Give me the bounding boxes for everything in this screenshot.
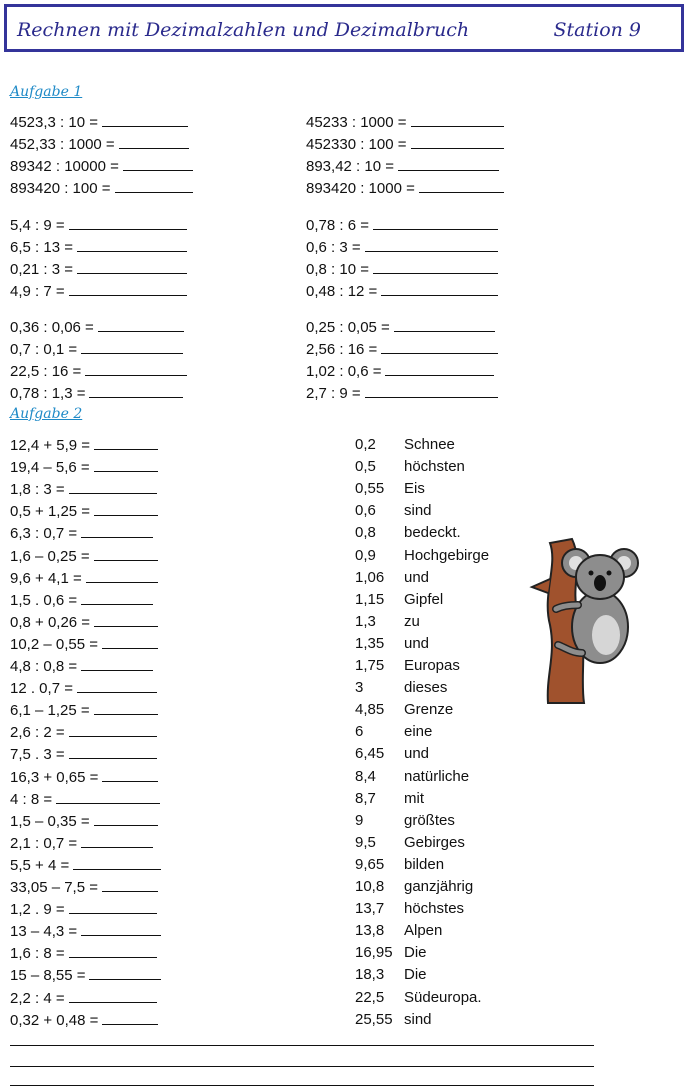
task-item [10,768,158,787]
task-text: 1,8 : 3 = [10,481,65,499]
task-text: 6,3 : 0,7 = [10,525,78,543]
answer-blank[interactable] [119,135,189,149]
answer-blank[interactable] [69,900,157,914]
answer-blank[interactable] [81,340,183,354]
task-right [306,238,498,257]
answer-blank[interactable] [89,384,183,398]
task-item [10,436,158,455]
sentence-answer-line[interactable] [10,1066,594,1067]
task-left [10,318,184,337]
task-text: 33,05 – 7,5 = [10,879,98,896]
key-word: Die [404,966,427,984]
key-word: eine [404,723,433,741]
task-text: 12 . 0,7 = [10,680,73,698]
task-text: 4 : 8 = [10,790,53,808]
key-number: 1,06 [355,568,385,586]
key-word: mit [404,789,424,807]
aufgabe-1-title: Aufgabe 1 [10,84,83,100]
key-word: ganzjährig [404,878,474,895]
task-item [10,790,160,809]
key-word: Gebirges [404,833,465,851]
answer-blank[interactable] [94,547,158,561]
answer-blank[interactable] [81,591,153,605]
station-label: Station 9 [553,19,641,41]
answer-blank[interactable] [86,569,158,583]
key-word: und [404,745,430,763]
task-right [306,113,504,132]
task-text: 0,36 : 0,06 = [10,319,94,336]
task-text: 5,5 + 4 = [10,856,70,874]
task-item [10,613,158,632]
answer-blank[interactable] [89,966,161,980]
answer-blank[interactable] [69,723,157,737]
task-text: 0,21 : 3 = [10,261,73,278]
task-text: 0,8 + 0,26 = [10,613,91,631]
key-number: 0,9 [355,546,376,564]
task-text: 7,5 . 3 = [10,746,65,764]
task-item [10,569,158,588]
key-number: 16,95 [355,944,393,962]
task-text: 16,3 + 0,65 = [10,768,99,786]
task-left [10,157,193,176]
key-word: sind [404,502,432,520]
answer-blank[interactable] [115,179,193,193]
task-item [10,591,153,610]
answer-blank[interactable] [411,135,504,149]
task-text: 1,5 – 0,35 = [10,812,90,830]
task-right [306,318,495,337]
answer-blank[interactable] [81,922,161,936]
task-right [306,384,498,403]
answer-blank[interactable] [373,260,498,274]
task-item [10,679,157,698]
key-number: 0,55 [355,480,385,498]
key-number: 9 [355,811,364,829]
answer-blank[interactable] [77,679,157,693]
key-number: 0,6 [355,502,376,520]
task-item [10,480,157,499]
answer-blank[interactable] [81,834,153,848]
key-word: Südeuropa. [404,988,482,1006]
task-left [10,282,187,301]
key-number: 8,7 [355,789,376,807]
key-number: 25,55 [355,1010,393,1028]
task-text: 0,7 : 0,1 = [10,341,78,358]
answer-blank[interactable] [77,238,187,252]
task-text: 893420 : 100 = [10,180,111,197]
key-number: 1,75 [355,657,385,674]
task-left [10,362,187,381]
task-item [10,723,157,742]
answer-blank[interactable] [123,157,193,171]
sentence-answer-line[interactable] [10,1045,594,1046]
key-number: 6 [355,723,364,741]
task-item [10,989,157,1008]
task-text: 2,1 : 0,7 = [10,834,78,852]
task-left [10,179,193,198]
task-text: 452330 : 100 = [306,136,407,153]
task-right [306,157,499,176]
key-number: 22,5 [355,988,385,1006]
answer-blank[interactable] [102,635,158,649]
answer-blank[interactable] [69,216,187,230]
key-word: bedeckt. [404,524,461,542]
worksheet-header [4,4,684,52]
answer-blank[interactable] [69,745,157,759]
task-left [10,340,183,359]
key-number: 13,8 [355,922,385,940]
task-right [306,362,494,381]
answer-blank[interactable] [94,436,158,450]
answer-blank[interactable] [77,260,187,274]
task-text: 2,6 : 2 = [10,724,65,742]
task-item [10,944,157,963]
task-item [10,502,158,521]
key-number: 6,45 [355,745,385,763]
key-word: und [404,568,430,586]
task-text: 4,9 : 7 = [10,283,65,300]
koala-on-tree-icon [528,535,640,705]
key-word: Schnee [404,436,455,453]
key-number: 1,3 [355,612,376,630]
task-text: 0,6 : 3 = [306,239,361,256]
answer-blank[interactable] [419,179,504,193]
task-text: 89342 : 10000 = [10,158,119,175]
answer-blank[interactable] [69,282,187,296]
task-text: 893420 : 1000 = [306,180,415,197]
answer-blank[interactable] [98,318,184,332]
answer-blank[interactable] [73,856,161,870]
task-text: 45233 : 1000 = [306,114,407,131]
key-number: 8,4 [355,767,376,785]
answer-blank[interactable] [381,282,498,296]
task-right [306,135,504,154]
answer-blank[interactable] [398,157,499,171]
answer-blank[interactable] [102,113,188,127]
answer-blank[interactable] [102,1011,158,1025]
task-item [10,834,153,853]
answer-blank[interactable] [94,812,158,826]
key-number: 0,2 [355,436,376,453]
task-left [10,135,189,154]
task-right [306,260,498,279]
answer-blank[interactable] [56,790,160,804]
key-word: und [404,634,430,652]
task-item [10,635,158,654]
answer-blank[interactable] [394,318,495,332]
answer-blank[interactable] [69,944,157,958]
key-word: Die [404,944,427,962]
task-text: 10,2 – 0,55 = [10,635,98,653]
task-item [10,458,158,477]
task-text: 9,6 + 4,1 = [10,569,82,587]
task-text: 12,4 + 5,9 = [10,437,91,454]
task-text: 2,7 : 9 = [306,385,361,402]
task-text: 15 – 8,55 = [10,967,86,985]
task-text: 0,48 : 12 = [306,283,378,300]
task-item [10,856,161,875]
answer-blank[interactable] [69,480,157,494]
task-text: 893,42 : 10 = [306,158,394,175]
key-number: 1,15 [355,590,385,608]
task-text: 2,56 : 16 = [306,341,378,358]
key-number: 3 [355,679,364,697]
answer-blank[interactable] [385,362,494,376]
key-word: höchstes [404,900,465,918]
sentence-answer-line[interactable] [10,1085,594,1086]
task-item [10,1011,158,1030]
worksheet-title: Rechnen mit Dezimalzahlen und Dezimalbruch [17,19,470,41]
answer-blank[interactable] [365,238,498,252]
answer-blank[interactable] [373,216,498,230]
task-right [306,282,498,301]
task-text: 13 – 4,3 = [10,923,78,941]
answer-blank[interactable] [94,502,158,516]
key-word: Grenze [404,701,454,719]
answer-blank[interactable] [94,701,158,715]
task-left [10,113,188,132]
answer-blank[interactable] [411,113,504,127]
task-text: 1,6 : 8 = [10,945,65,963]
task-text: 0,5 + 1,25 = [10,503,91,521]
key-word: Gipfel [404,590,444,608]
task-left [10,238,187,257]
task-item [10,812,158,831]
task-item [10,745,157,764]
task-text: 6,1 – 1,25 = [10,702,90,720]
answer-blank[interactable] [69,989,157,1003]
task-item [10,524,153,543]
key-word: natürliche [404,767,470,785]
task-text: 0,25 : 0,05 = [306,319,390,336]
task-item [10,966,161,985]
task-text: 2,2 : 4 = [10,989,65,1007]
key-number: 10,8 [355,878,385,895]
answer-blank[interactable] [94,613,158,627]
aufgabe-2-title: Aufgabe 2 [10,406,83,422]
task-text: 0,78 : 6 = [306,217,369,234]
task-right [306,179,504,198]
key-word: dieses [404,679,448,697]
answer-blank[interactable] [381,340,498,354]
key-number: 9,65 [355,855,385,873]
key-number: 1,35 [355,634,385,652]
key-number: 9,5 [355,833,376,851]
task-text: 1,2 . 9 = [10,901,65,919]
task-left [10,260,187,279]
task-text: 4,8 : 0,8 = [10,658,78,675]
answer-blank[interactable] [85,362,187,376]
task-left [10,216,187,235]
task-text: 1,02 : 0,6 = [306,363,382,380]
answer-blank[interactable] [102,878,158,892]
answer-blank[interactable] [94,458,158,472]
key-word: Hochgebirge [404,546,490,564]
task-item [10,657,153,676]
answer-blank[interactable] [81,524,153,538]
task-item [10,701,158,720]
task-left [10,384,183,403]
task-right [306,216,498,235]
key-word: höchsten [404,458,465,476]
key-number: 4,85 [355,701,385,719]
answer-blank[interactable] [365,384,498,398]
task-text: 452,33 : 1000 = [10,136,115,153]
key-number: 18,3 [355,966,385,984]
task-text: 1,6 – 0,25 = [10,547,90,565]
key-word: Alpen [404,922,443,940]
task-text: 5,4 : 9 = [10,217,65,234]
task-text: 1,5 . 0,6 = [10,591,78,609]
task-item [10,547,158,566]
task-text: 4523,3 : 10 = [10,114,98,131]
key-word: Eis [404,480,425,498]
answer-blank[interactable] [81,657,153,671]
key-word: Europas [404,657,460,674]
key-number: 0,8 [355,524,376,542]
task-text: 0,8 : 10 = [306,261,369,278]
key-word: bilden [404,855,445,873]
key-word: sind [404,1010,432,1028]
task-text: 19,4 – 5,6 = [10,459,90,477]
task-item [10,900,157,919]
task-text: 22,5 : 16 = [10,363,82,380]
answer-blank[interactable] [102,768,158,782]
task-right [306,340,498,359]
task-text: 0,32 + 0,48 = [10,1011,99,1029]
key-number: 13,7 [355,900,385,918]
task-item [10,878,158,897]
task-item [10,922,161,941]
key-word: größtes [404,811,455,829]
key-word: zu [404,612,420,630]
task-text: 6,5 : 13 = [10,239,73,256]
task-text: 0,78 : 1,3 = [10,385,86,402]
key-number: 0,5 [355,458,376,476]
